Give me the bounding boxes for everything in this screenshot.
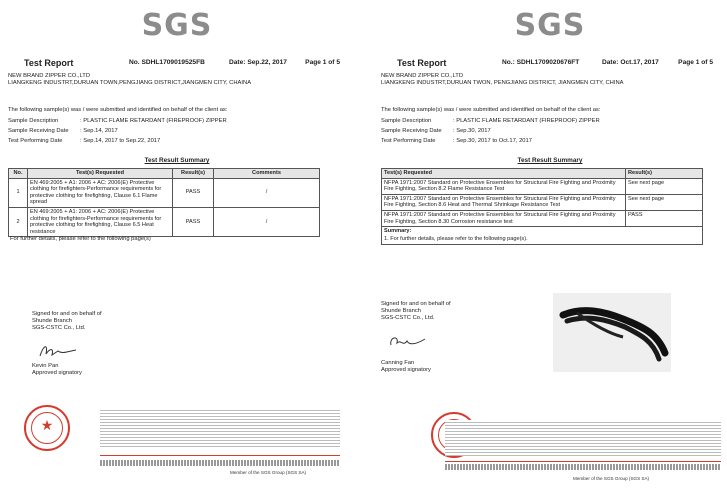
signed-block: Signed for and on behalf of Shunde Branch SGS-CSTC Co., Ltd. — [381, 301, 451, 321]
sample-description-row: Sample Description : PLASTIC FLAME RETARDANT (FIREPROOF) ZIPPER — [381, 118, 600, 124]
client-street: LIANGKENG INDUSTRT,DURUAN TOWN,PENGJIANG DISTRICT,JIANGMEN CITY, CHAINA — [8, 80, 252, 86]
footer-divider — [445, 461, 721, 462]
table-row: 1 EN 469:2005 + A1: 2006 + AC: 2006(E) Protective clothing for firefighters-Performance requirements for protective clothing for firefighting, Clause 6.1 Flame spread PASS / — [9, 178, 320, 207]
report-title: Test Report — [397, 58, 447, 68]
client-street: LIANGKENG INDUSTRT,DURUAN TWON, PENGJIANG DISTRICT, JIANGMEN CITY, CHINA — [381, 80, 624, 86]
table-row: NFPA 1971:2007 Standard on Protective Ensembles for Structural Fire Fighting and Proximity Fire Fighting, Section 8.2 Flame Resistance Test See next page — [382, 178, 703, 194]
report-title: Test Report — [24, 58, 74, 68]
report-number: No.: SDHL1709020676FT — [502, 59, 580, 66]
terms-fine-print — [445, 420, 721, 456]
summary-row — [382, 227, 703, 245]
summary-title: Test Result Summary — [517, 157, 583, 164]
report-date: Date: Oct.17, 2017 — [602, 59, 659, 66]
further-details-note: For further details, please refer to the following page(s) — [10, 236, 151, 242]
footer-divider — [100, 455, 340, 456]
col-header: Test(s) Requested — [382, 169, 626, 179]
footer-address — [445, 464, 721, 470]
sample-description-row: Sample Description : PLASTIC FLAME RETARDANT (FIREPROOF) ZIPPER — [8, 118, 227, 124]
table-row: 2 EN 469:2005 + A1: 2006 + AC: 2006(E) Protective clothing for firefighters-Performance requirements for protective clothing for firefighting, Clause 6.5 Heat resistance PASS / — [9, 207, 320, 236]
client-name: NEW BRAND ZIPPER CO.,LTD — [8, 73, 91, 79]
page-indicator: Page 1 of 5 — [678, 59, 713, 66]
page-gap — [354, 0, 373, 502]
intro-text: The following sample(s) was / were submitted and identified on behalf of the client as: — [8, 107, 228, 113]
signer-name: Canning Fan — [381, 360, 415, 366]
client-address — [8, 73, 251, 87]
report-date: Date: Sep.22, 2017 — [229, 59, 287, 66]
client-name: NEW BRAND ZIPPER CO.,LTD — [381, 73, 464, 79]
member-note: Member of the SGS Group (SGS SA) — [230, 470, 307, 475]
left-report-page — [0, 0, 354, 502]
col-header: Comments — [214, 169, 320, 179]
col-header: Test(s) Requested — [28, 169, 173, 179]
sample-receiving-row: Sample Receiving Date : Sep.30, 2017 — [381, 128, 491, 134]
col-header: Result(s) — [173, 169, 214, 179]
test-performing-row: Test Performing Date : Sep.30, 2017 to Oct.17, 2017 — [381, 138, 532, 144]
page-indicator: Page 1 of 5 — [305, 59, 340, 66]
member-note: Member of the SGS Group (SGS SA) — [573, 476, 650, 481]
star-icon: ★ — [40, 417, 54, 433]
signer-block — [381, 360, 431, 374]
result-table — [381, 168, 703, 245]
col-header: Result(s) — [626, 169, 703, 179]
signer-title: Approved signatory — [32, 370, 82, 376]
signer-block — [32, 363, 82, 377]
sgs-logo: SGS — [141, 8, 213, 43]
sample-info — [8, 116, 227, 146]
table-row: NFPA 1971:2007 Standard on Protective Ensembles for Structural Fire Fighting and Proximity Fire Fighting, Section 8.6 Heat and Thermal Shrinkage Resistance Test See next page — [382, 194, 703, 210]
summary-title: Test Result Summary — [144, 157, 210, 164]
signer-title: Approved signatory — [381, 367, 431, 373]
test-performing-row: Test Performing Date : Sep.14, 2017 to Sep.22, 2017 — [8, 138, 161, 144]
sgs-logo: SGS — [514, 8, 586, 43]
signed-block: Signed for and on behalf of Shunde Branch SGS-CSTC Co., Ltd. — [32, 311, 102, 331]
terms-fine-print — [100, 408, 340, 448]
signer-name: Kevin Pan — [32, 363, 59, 369]
sample-receiving-row: Sample Receiving Date : Sep.14, 2017 — [8, 128, 118, 134]
sample-info — [381, 116, 600, 146]
table-row: NFPA 1971:2007 Standard on Protective Ensembles for Structural Fire Fighting and Proximity Fire Fighting, Section 8.30 Corrosion resistance test PASS — [382, 210, 703, 226]
result-table — [8, 168, 320, 237]
table-header-row — [382, 169, 703, 179]
summary-label: Summary: — [384, 228, 412, 235]
client-address — [381, 73, 624, 87]
footer-address — [100, 460, 340, 466]
zipper-sample-photo — [553, 293, 671, 372]
signature-image — [38, 342, 78, 360]
intro-text: The following sample(s) was / were submitted and identified on behalf of the client as: — [381, 107, 601, 113]
col-header: No. — [9, 169, 28, 179]
table-header-row — [9, 169, 320, 179]
right-report-page — [373, 0, 727, 502]
company-seal-stamp — [24, 405, 70, 451]
report-number: No. SDHL1709019525FB — [129, 59, 205, 66]
further-details-note: 1. For further details, please refer to the following page(s). — [384, 235, 528, 242]
signature-image — [387, 333, 427, 351]
